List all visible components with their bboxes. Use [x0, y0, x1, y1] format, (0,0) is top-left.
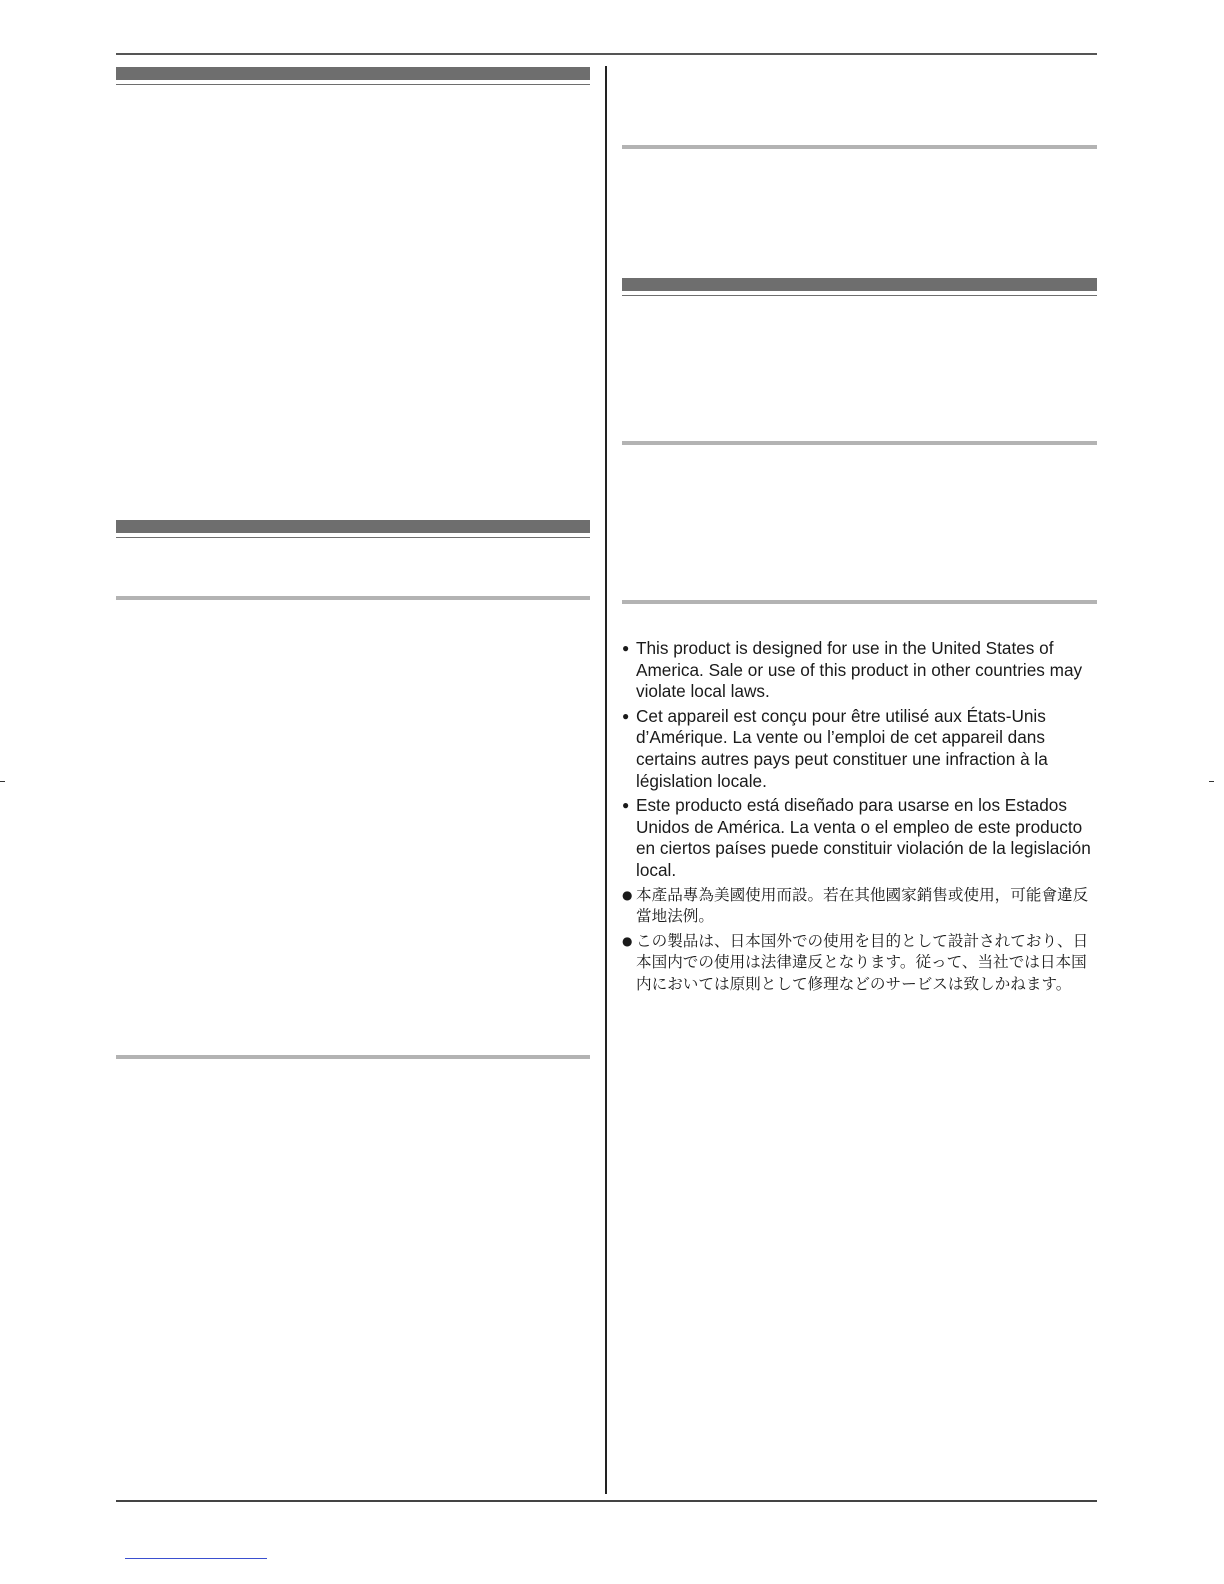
notice-french — [622, 706, 1092, 792]
right-section-heading-bar — [622, 278, 1097, 291]
usage-notice-list — [622, 638, 1092, 999]
bullet-icon: ● — [622, 887, 633, 902]
notice-english — [622, 638, 1092, 703]
right-subsection-rule-2 — [622, 441, 1097, 445]
left-section-heading-bar-2 — [116, 520, 590, 533]
column-divider — [605, 66, 607, 1494]
footer-link-underline[interactable] — [125, 1558, 267, 1559]
notice-text: Cet appareil est conçu pour être utilisé aux États-Unis d’Amérique. La vente ou l’emploi de cet appareil dans certains autres pays peut constituer une infraction à la législation locale. — [636, 705, 1048, 791]
page-top-rule — [116, 53, 1097, 55]
left-section-heading-bar-1 — [116, 67, 590, 80]
bullet-icon: ● — [622, 641, 630, 655]
notice-text: This product is designed for use in the United States of America. Sale or use of this product in other countries may violate local laws. — [636, 638, 1083, 702]
left-subsection-rule-1 — [116, 596, 590, 600]
right-margin-tick — [1209, 781, 1214, 782]
left-subsection-rule-2 — [116, 1055, 590, 1059]
notice-japanese — [622, 931, 1092, 996]
bullet-icon: ● — [622, 798, 630, 813]
right-subsection-rule-1 — [622, 145, 1097, 149]
notice-text: この製品は、日本国外での使用を目的として設計されており、日本国内での使用は法律違反となります。従って、当社では日本国内においては原則として修理などのサービスは致しかねます。 — [636, 931, 1089, 993]
bullet-icon: ● — [622, 708, 630, 723]
right-subsection-rule-3 — [622, 600, 1097, 604]
notice-spanish — [622, 795, 1092, 881]
notice-text: 本產品專為美國使用而設。若在其他國家銷售或使用，可能會違反當地法例。 — [636, 885, 1089, 926]
page-bottom-rule — [116, 1500, 1097, 1502]
left-margin-tick — [0, 781, 5, 782]
notice-chinese — [622, 885, 1092, 928]
notice-text: Este producto está diseñado para usarse en los Estados Unidos de América. La venta o el empleo de este producto en ciertos países puede constituir violación de la legislación local. — [636, 795, 1091, 880]
bullet-icon: ● — [622, 933, 633, 948]
